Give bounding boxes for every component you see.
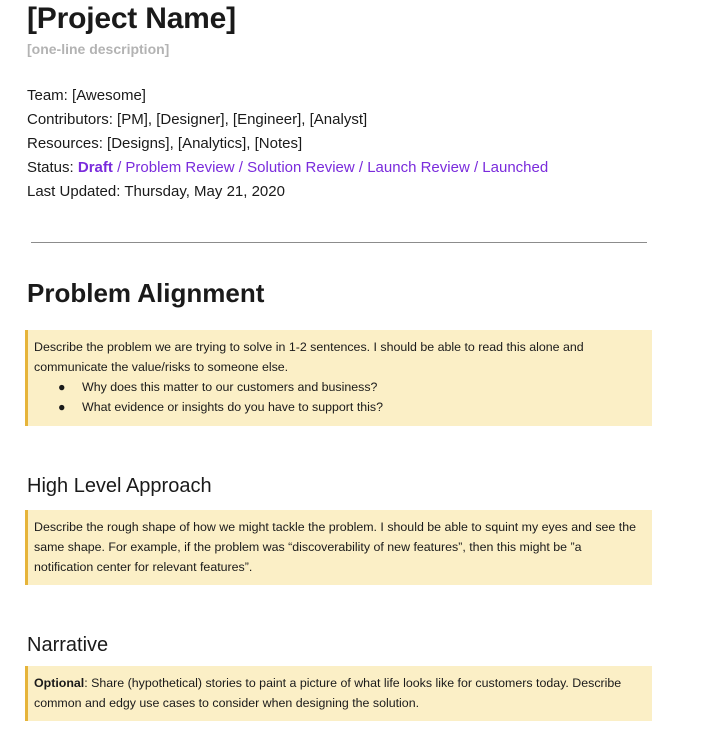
section-divider <box>31 242 647 243</box>
meta-contributors <box>27 110 367 130</box>
document-subtitle: [one-line description] <box>27 41 170 57</box>
status-solution-review-link[interactable]: Solution Review <box>247 159 355 176</box>
status-separator: / <box>473 159 479 176</box>
bullet-icon: ● <box>58 380 66 394</box>
list-item <box>34 397 644 417</box>
high-level-approach-heading: High Level Approach <box>27 475 212 497</box>
status-draft-link[interactable]: Draft <box>77 159 113 176</box>
status-separator: / <box>358 159 364 176</box>
approach-callout-text: Describe the rough shape of how we might tackle the problem. I should be able to squint my eyes and see the same shape. For example, if the problem was “discoverability of new features”, then this might be ”a notification center for relevant features”. <box>34 520 636 574</box>
status-label: Status: <box>27 159 74 176</box>
narrative-heading: Narrative <box>27 634 109 656</box>
status-problem-review-link[interactable]: Problem Review <box>125 159 235 176</box>
narrative-callout-text: : Share (hypothetical) stories to paint a picture of what life looks like for customers today. Describe common and edgy use cases to consider when designing the solution. <box>34 676 622 710</box>
bullet-text: What evidence or insights do you have to support this? <box>82 400 383 414</box>
updated-value: Thursday, May 21, 2020 <box>124 183 285 200</box>
resources-label: Resources: <box>27 135 103 152</box>
problem-alignment-heading: Problem Alignment <box>27 278 265 308</box>
meta-resources <box>27 134 302 154</box>
resources-value: [Designs], [Analytics], [Notes] <box>107 135 303 152</box>
narrative-optional-label: Optional <box>34 676 85 690</box>
contributors-label: Contributors: <box>27 111 113 128</box>
status-launch-review-link[interactable]: Launch Review <box>367 159 470 176</box>
contributors-value: [PM], [Designer], [Engineer], [Analyst] <box>117 111 368 128</box>
meta-status <box>27 158 548 178</box>
bullet-icon: ● <box>58 400 66 414</box>
bullet-text: Why does this matter to our customers and business? <box>82 380 378 394</box>
status-separator: / <box>238 159 243 176</box>
meta-last-updated <box>27 182 285 202</box>
approach-callout <box>25 510 652 585</box>
narrative-callout <box>25 666 652 721</box>
meta-team <box>27 86 146 106</box>
status-separator: / <box>117 159 122 176</box>
status-launched-link[interactable]: Launched <box>482 159 549 176</box>
problem-callout-text: Describe the problem we are trying to solve in 1-2 sentences. I should be able to read this alone and communicate the value/risks to someone else. <box>34 340 584 374</box>
team-value: [Awesome] <box>72 87 146 104</box>
list-item <box>34 377 644 397</box>
problem-callout <box>25 330 652 426</box>
team-label: Team: <box>27 87 68 104</box>
document-title: [Project Name] <box>27 2 236 35</box>
updated-label: Last Updated: <box>27 183 121 200</box>
problem-bullet-list <box>34 377 644 417</box>
